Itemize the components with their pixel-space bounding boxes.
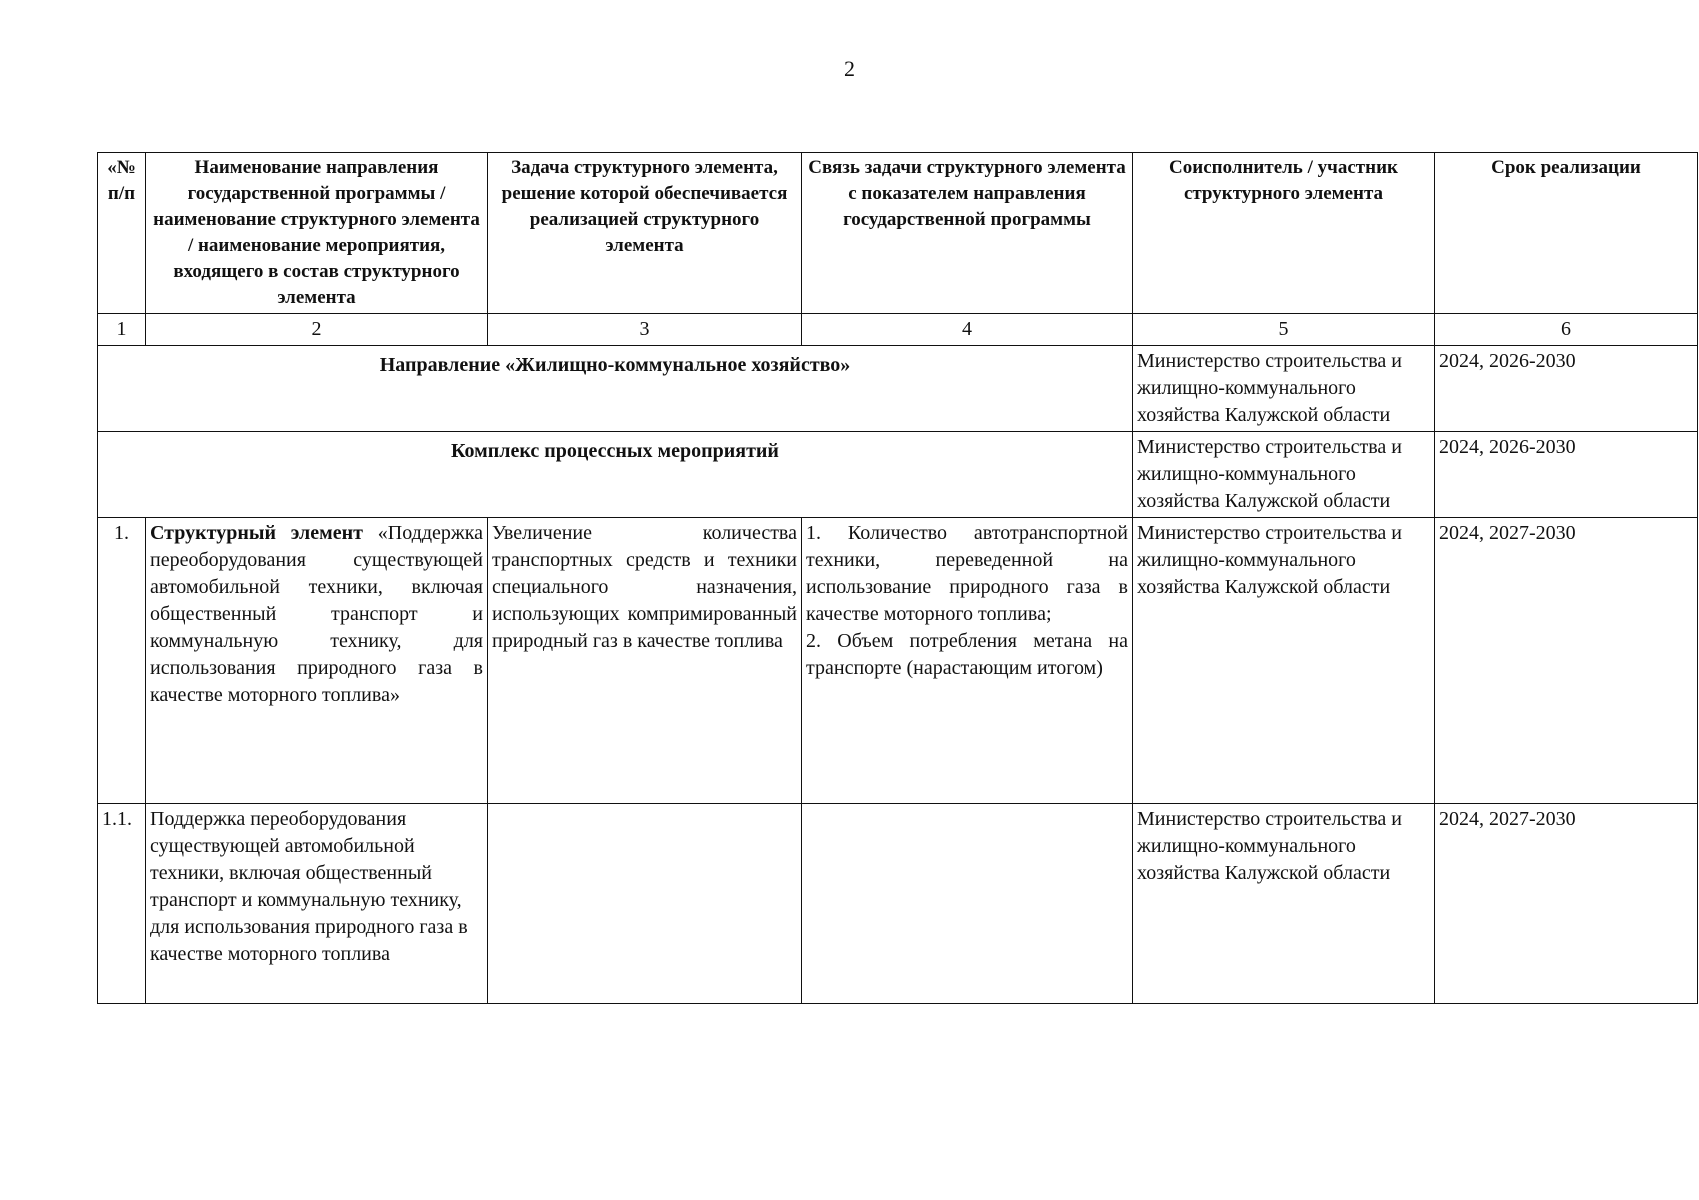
column-number: 6 [1435, 314, 1698, 346]
column-number: 2 [146, 314, 488, 346]
program-table [97, 152, 1698, 1004]
table-row [98, 804, 1698, 1004]
table-row [98, 518, 1698, 804]
row-link [802, 804, 1133, 1004]
header-link: Связь задачи структурного элемента с показателем направления государственной программы [802, 153, 1133, 314]
row-number: 1.1. [98, 804, 146, 1004]
section-title: Направление «Жилищно-коммунальное хозяйство» [98, 346, 1133, 432]
header-num: «№ п/п [98, 153, 146, 314]
section-executor: Министерство строительства и жилищно-коммунального хозяйства Калужской области [1133, 432, 1435, 518]
row-link-item: 1. Количество автотранспортной техники, переведенной на использование природного газа в качестве моторного топлива; [806, 522, 1128, 625]
header-name: Наименование направления государственной программы / наименование структурного элемента / наименование мероприятия, входящего в состав структурного элемента [146, 153, 488, 314]
page-number: 2 [844, 56, 855, 81]
row-name-label: Структурный элемент [150, 522, 363, 544]
row-executor: Министерство строительства и жилищно-коммунального хозяйства Калужской области [1133, 518, 1435, 804]
column-number-row [98, 314, 1698, 346]
column-number: 1 [98, 314, 146, 346]
row-number: 1. [98, 518, 146, 804]
section-period: 2024, 2026-2030 [1435, 346, 1698, 432]
row-name-text: «Поддержка переоборудования существующей автомобильной техники, включая общественный транспорт и коммунальную технику, для использования природного газа в качестве моторного топлива» [150, 522, 484, 706]
section-title: Комплекс процессных мероприятий [98, 432, 1133, 518]
section-period: 2024, 2026-2030 [1435, 432, 1698, 518]
section-row-housing [98, 346, 1698, 432]
row-link [802, 518, 1133, 804]
row-task: Увеличение количества транспортных средств и техники специального назначения, использующих компримированный природный газ в качестве топлива [488, 518, 802, 804]
row-link-item: 2. Объем потребления метана на транспорте (нарастающим итогом) [806, 630, 1128, 679]
section-executor: Министерство строительства и жилищно-коммунального хозяйства Калужской области [1133, 346, 1435, 432]
header-task: Задача структурного элемента, решение которой обеспечивается реализацией структурного элемента [488, 153, 802, 314]
row-name [146, 518, 488, 804]
row-executor: Министерство строительства и жилищно-коммунального хозяйства Калужской области [1133, 804, 1435, 1004]
header-row [98, 153, 1698, 314]
header-executor: Соисполнитель / участник структурного элемента [1133, 153, 1435, 314]
column-number: 4 [802, 314, 1133, 346]
column-number: 5 [1133, 314, 1435, 346]
column-number: 3 [488, 314, 802, 346]
header-period: Срок реализации [1435, 153, 1698, 314]
row-task [488, 804, 802, 1004]
row-period: 2024, 2027-2030 [1435, 804, 1698, 1004]
row-period: 2024, 2027-2030 [1435, 518, 1698, 804]
section-row-process [98, 432, 1698, 518]
row-name: Поддержка переоборудования существующей автомобильной техники, включая общественный транспорт и коммунальную технику, для использования природного газа в качестве моторного топлива [146, 804, 488, 1004]
